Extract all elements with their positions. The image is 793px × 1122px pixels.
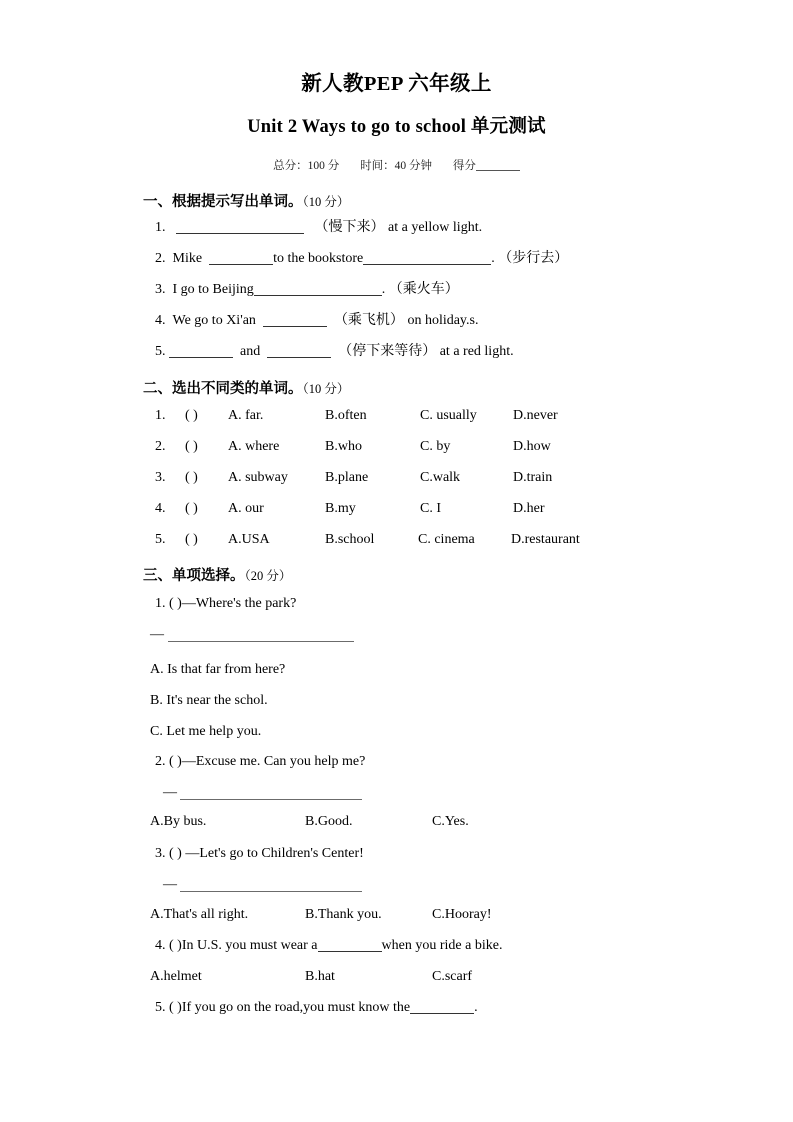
exam-meta-line xyxy=(0,157,793,173)
s3-q1-option-c[interactable]: C. Let me help you. xyxy=(150,724,262,739)
s1-item-5 xyxy=(155,345,514,359)
s3-q5-blank[interactable] xyxy=(410,1013,474,1014)
s1-item-4-hint: （乘飞机） xyxy=(333,313,404,328)
s1-item-1-num: 1. xyxy=(155,220,166,235)
s3-q2-prompt: 2. ( )—Excuse me. Can you help me? xyxy=(155,754,366,769)
s1-item-1-blank-b[interactable] xyxy=(240,233,304,234)
s3-q4-option-c[interactable]: C.scarf xyxy=(432,969,473,984)
s1-item-4-num: 4. xyxy=(155,313,166,328)
s2-item-5-option-b[interactable]: B.school xyxy=(325,532,375,547)
section-2-heading xyxy=(143,377,349,398)
s1-item-2-hint: （步行去） xyxy=(498,251,569,266)
s3-q1-answer-line[interactable] xyxy=(168,641,354,642)
s2-item-3-option-c[interactable]: C.walk xyxy=(420,470,461,485)
s3-q2-dash: — xyxy=(163,785,177,800)
s3-q4-post: when you ride a bike. xyxy=(381,938,503,953)
s2-item-4-answer-paren[interactable]: ( ) xyxy=(185,501,198,516)
s1-item-1-hint: （慢下来） xyxy=(314,220,385,235)
s2-item-4-option-b[interactable]: B.my xyxy=(325,501,356,516)
s3-q4-option-a[interactable]: A.helmet xyxy=(150,969,202,984)
s1-item-5-post: at a red light. xyxy=(439,344,514,359)
total-score-label: 总分：100 分 xyxy=(273,160,340,172)
s1-item-1-blank-a[interactable] xyxy=(176,233,240,234)
s2-item-1-num: 1. xyxy=(155,408,166,423)
s1-item-2-num: 2. xyxy=(155,251,166,266)
s3-q2-option-a[interactable]: A.By bus. xyxy=(150,814,207,829)
s3-q2-answer-line[interactable] xyxy=(180,799,362,800)
s2-item-1-option-c[interactable]: C. usually xyxy=(420,408,477,423)
s1-item-5-blank-b[interactable] xyxy=(267,357,331,358)
score-field-label xyxy=(453,160,520,172)
s1-item-1-post: at a yellow light. xyxy=(388,220,483,235)
s2-item-2-option-a[interactable]: A. where xyxy=(228,439,280,454)
s1-item-4-post: on holiday.s. xyxy=(407,313,479,328)
s3-q3-dash: — xyxy=(163,877,177,892)
s3-q4-option-b[interactable]: B.hat xyxy=(305,969,335,984)
s3-q4-blank[interactable] xyxy=(318,951,382,952)
s1-item-2 xyxy=(155,252,568,266)
s3-q4-prompt xyxy=(155,939,502,953)
s2-item-1-answer-paren[interactable]: ( ) xyxy=(185,408,198,423)
s3-q5-pre: 5. ( )If you go on the road,you must know the xyxy=(155,1000,411,1015)
time-limit-label: 时间：40 分钟 xyxy=(360,160,432,172)
s2-item-3-num: 3. xyxy=(155,470,166,485)
s1-item-2-blank-a[interactable] xyxy=(209,264,273,265)
s2-item-5-option-a[interactable]: A.USA xyxy=(228,532,270,547)
page-subtitle: Unit 2 Ways to go to school 单元测试 xyxy=(247,117,546,137)
s1-item-3-pre: I go to Beijing xyxy=(172,282,254,297)
s3-q5-post: . xyxy=(474,1000,478,1015)
s2-item-5-option-d[interactable]: D.restaurant xyxy=(511,532,580,547)
s3-q4-pre: 4. ( )In U.S. you must wear a xyxy=(155,938,318,953)
section-1-heading xyxy=(143,190,349,211)
s3-q1-option-b[interactable]: B. It's near the schol. xyxy=(150,693,268,708)
s1-item-3-num: 3. xyxy=(155,282,166,297)
s3-q3-answer-line[interactable] xyxy=(180,891,362,892)
s1-item-5-mid: and xyxy=(240,344,261,359)
s2-item-2-answer-paren[interactable]: ( ) xyxy=(185,439,198,454)
s2-item-3-option-b[interactable]: B.plane xyxy=(325,470,369,485)
s1-item-2-mid: to the bookstore xyxy=(273,251,364,266)
section-1-points: （10 分） xyxy=(302,195,350,209)
s1-item-4-blank[interactable] xyxy=(263,326,327,327)
s2-item-3-option-a[interactable]: A. subway xyxy=(228,470,288,485)
s1-item-3-blank-a[interactable] xyxy=(254,295,318,296)
s3-q1-option-a[interactable]: A. Is that far from here? xyxy=(150,662,286,677)
s2-item-2-option-d[interactable]: D.how xyxy=(513,439,551,454)
score-blank[interactable] xyxy=(476,170,520,171)
s2-item-4-option-d[interactable]: D.her xyxy=(513,501,545,516)
s2-item-5-answer-paren[interactable]: ( ) xyxy=(185,532,198,547)
s3-q1-prompt: 1. ( )—Where's the park? xyxy=(155,596,297,611)
section-3-heading xyxy=(143,564,291,585)
s2-item-1-option-b[interactable]: B.often xyxy=(325,408,367,423)
s1-item-3 xyxy=(155,283,459,297)
s3-q3-prompt: 3. ( ) —Let's go to Children's Center! xyxy=(155,846,364,861)
s2-item-2-option-c[interactable]: C. by xyxy=(420,439,451,454)
s1-item-2-pre: Mike xyxy=(172,251,203,266)
s2-item-3-answer-paren[interactable]: ( ) xyxy=(185,470,198,485)
s2-item-1-option-a[interactable]: A. far. xyxy=(228,408,264,423)
s2-item-5-num: 5. xyxy=(155,532,166,547)
s3-q3-option-b[interactable]: B.Thank you. xyxy=(305,907,382,922)
s3-q1-dash: — xyxy=(150,627,164,642)
s2-item-1-option-d[interactable]: D.never xyxy=(513,408,558,423)
s1-item-3-post: . xyxy=(381,282,386,297)
s1-item-3-hint: （乘火车） xyxy=(388,282,459,297)
s1-item-2-blank-b[interactable] xyxy=(363,264,427,265)
s1-item-4 xyxy=(155,314,478,328)
s1-item-5-blank-a[interactable] xyxy=(169,357,233,358)
s3-q2-option-c[interactable]: C.Yes. xyxy=(432,814,469,829)
s2-item-2-option-b[interactable]: B.who xyxy=(325,439,362,454)
section-2-title: 二、选出不同类的单词。 xyxy=(143,381,303,397)
s1-item-5-num: 5. xyxy=(155,344,166,359)
s2-item-4-option-a[interactable]: A. our xyxy=(228,501,264,516)
section-3-title: 三、单项选择。 xyxy=(143,568,245,584)
s1-item-3-blank-b[interactable] xyxy=(318,295,382,296)
s1-item-2-post: . xyxy=(491,251,495,266)
s2-item-4-option-c[interactable]: C. I xyxy=(420,501,441,516)
section-3-points: （20 分） xyxy=(244,569,292,583)
s2-item-2-num: 2. xyxy=(155,439,166,454)
s2-item-5-option-c[interactable]: C. cinema xyxy=(418,532,475,547)
s1-item-4-pre: We go to Xi'an xyxy=(172,313,256,328)
score-text: 得分 xyxy=(452,160,476,172)
section-2-points: （10 分） xyxy=(302,382,350,396)
page-title: 新人教PEP 六年级上 xyxy=(301,73,492,95)
s1-item-1 xyxy=(155,221,482,235)
s3-q2-option-b[interactable]: B.Good. xyxy=(305,814,353,829)
s2-item-3-option-d[interactable]: D.train xyxy=(513,470,553,485)
s3-q5-prompt xyxy=(155,1001,478,1015)
s1-item-5-hint: （停下来等待） xyxy=(338,344,437,359)
s1-item-2-blank-c[interactable] xyxy=(427,264,491,265)
section-1-title: 一、根据提示写出单词。 xyxy=(143,194,303,210)
s2-item-4-num: 4. xyxy=(155,501,166,516)
s3-q3-option-a[interactable]: A.That's all right. xyxy=(150,907,249,922)
s3-q3-option-c[interactable]: C.Hooray! xyxy=(432,907,492,922)
